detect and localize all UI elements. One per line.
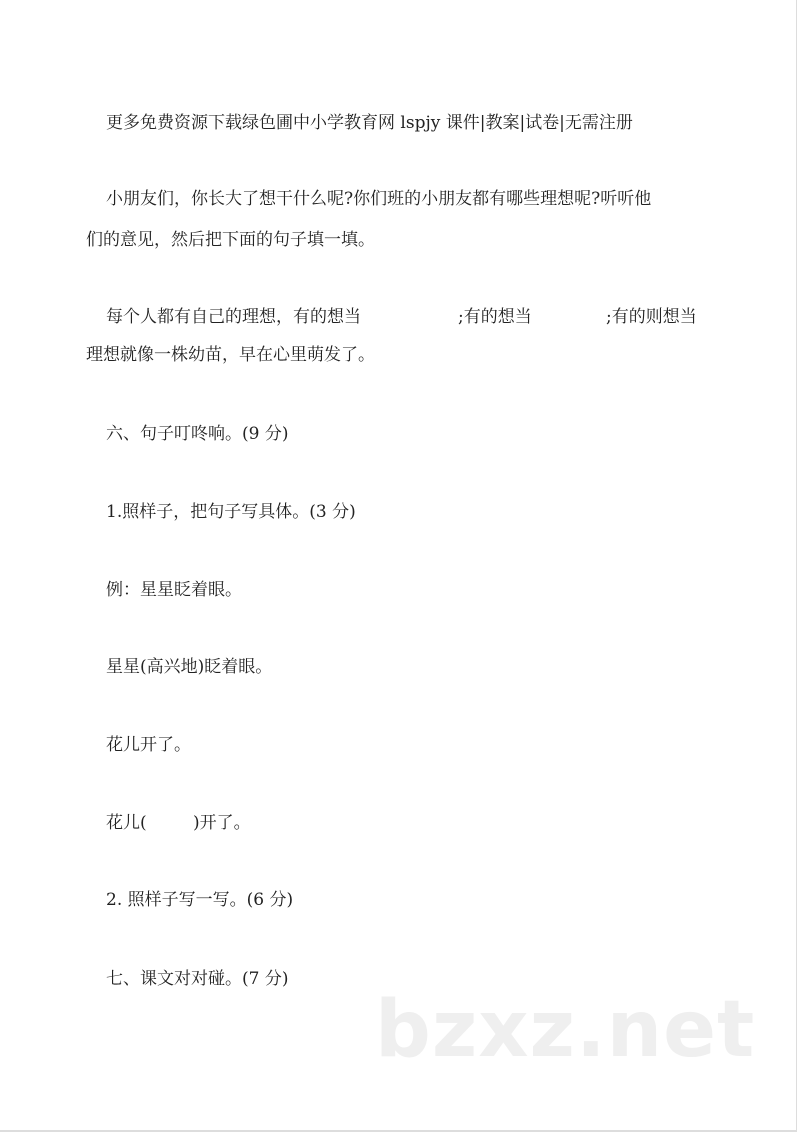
- blank-left: 花儿(: [106, 813, 147, 833]
- question-2: 2. 照样子写一写。(6 分): [106, 890, 294, 910]
- sentence: 花儿开了。: [106, 735, 191, 755]
- example: 例：星星眨着眼。: [106, 580, 242, 600]
- intro-line-2: 们的意见，然后把下面的句子填一填。: [86, 230, 375, 250]
- fill-line-2: 理想就像一株幼苗，早在心里萌发了。: [86, 345, 375, 365]
- watermark: bzxz.net: [375, 985, 756, 1075]
- section-6-title: 六、句子叮咚响。(9 分): [106, 424, 289, 444]
- example-answer: 星星(高兴地)眨着眼。: [106, 657, 273, 677]
- section-7-title: 七、课文对对碰。(7 分): [106, 969, 289, 989]
- intro-line-1: 小朋友们，你长大了想干什么呢?你们班的小朋友都有哪些理想呢?听听他: [106, 189, 652, 209]
- fill-part-1: 每个人都有自己的理想，有的想当: [106, 307, 361, 327]
- fill-part-2: ;有的想当: [458, 307, 532, 327]
- fill-part-3: ;有的则想当: [606, 307, 697, 327]
- blank-right: )开了。: [193, 813, 251, 833]
- question-1: 1.照样子，把句子写具体。(3 分): [106, 502, 356, 522]
- header-line: 更多免费资源下载绿色圃中小学教育网 lspjy 课件|教案|试卷|无需注册: [106, 113, 633, 133]
